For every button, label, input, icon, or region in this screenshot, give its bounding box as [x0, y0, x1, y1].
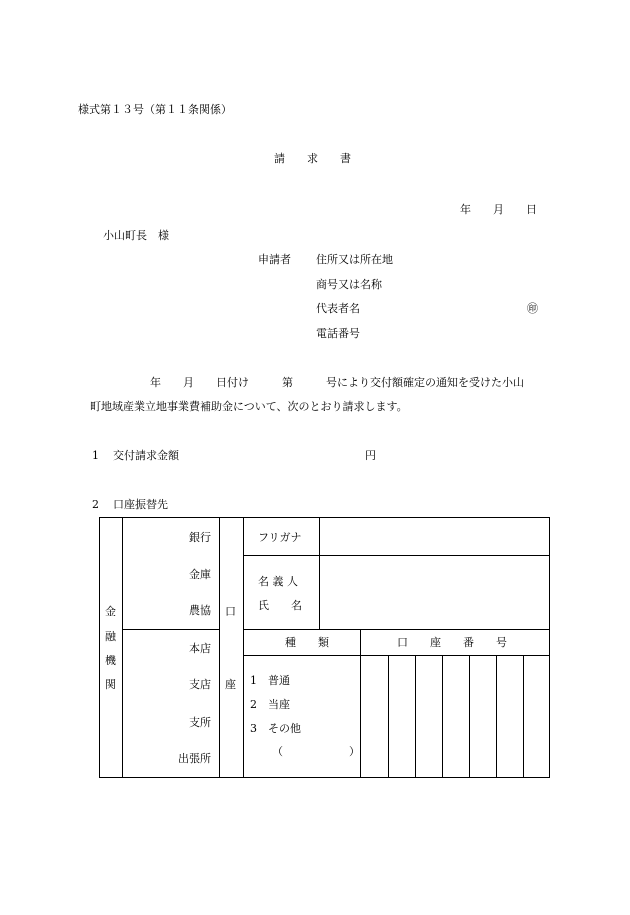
applicant-business-name-label: 商号又は名称: [316, 278, 382, 291]
sub-branch-label: 支所: [189, 716, 211, 729]
section2-number: 2: [92, 498, 99, 511]
agency-label: 出張所: [178, 752, 211, 765]
digit-box-line: [496, 655, 497, 777]
bank-label: 銀行: [189, 531, 211, 544]
applicant-representative-label: 代表者名: [316, 302, 360, 315]
table-line-furigana: [319, 517, 320, 629]
type-header: 種 類: [285, 636, 329, 649]
branch-label: 支店: [189, 678, 211, 691]
digit-box-line: [442, 655, 443, 777]
digit-box-line: [469, 655, 470, 777]
type-option-2: 2 当座: [250, 698, 290, 711]
digit-box-line: [415, 655, 416, 777]
section1-unit: 円: [365, 449, 376, 462]
head-office-label: 本店: [189, 642, 211, 655]
table-line-type: [360, 629, 361, 778]
addressee: 小山町長 様: [103, 229, 169, 242]
table-line-mid: [122, 629, 219, 630]
institution-label-char: 融: [105, 630, 116, 643]
applicant-label: 申請者: [258, 253, 291, 266]
body-line-2: 町地域産業立地事業費補助金について、次のとおり請求します。: [90, 400, 408, 413]
kouza-label-char: 座: [225, 678, 236, 691]
table-border-right: [549, 517, 550, 778]
table-border-bottom: [99, 777, 549, 778]
holder-label-line2: 氏 名: [258, 599, 302, 612]
table-line-header: [243, 655, 549, 656]
date-line: 年 月 日: [460, 203, 537, 216]
page-title: 請 求 書: [274, 152, 351, 165]
institution-label-char: 機: [105, 654, 116, 667]
table-line-mid-right: [243, 629, 549, 630]
seal-mark: ㊞: [527, 302, 538, 315]
table-line-branch: [219, 517, 220, 778]
nokyo-label: 農協: [189, 604, 211, 617]
body-line-1: 年 月 日付け 第 号により交付額確定の通知を受けた小山: [150, 376, 524, 389]
table-line-kouza: [243, 517, 244, 778]
account-number-header: 口 座 番 号: [397, 636, 507, 649]
digit-box-line: [388, 655, 389, 777]
form-id: 様式第１３号（第１１条関係）: [78, 103, 232, 116]
table-border-left: [99, 517, 100, 778]
applicant-phone-label: 電話番号: [316, 327, 360, 340]
institution-label-char: 金: [105, 605, 116, 618]
applicant-address-label: 住所又は所在地: [316, 253, 393, 266]
type-other-paren: （ ）: [272, 745, 360, 758]
kouza-label-char: 口: [225, 605, 236, 618]
section2-label: 口座振替先: [113, 498, 168, 511]
institution-label-char: 関: [105, 678, 116, 691]
digit-box-line: [523, 655, 524, 777]
shinkin-label: 金庫: [189, 568, 211, 581]
table-line-furigana-row: [243, 555, 549, 556]
section1-number: 1: [92, 449, 99, 462]
table-border-top: [99, 517, 549, 518]
table-line-institution: [122, 517, 123, 778]
holder-label-line1: 名 義 人: [258, 575, 298, 588]
type-option-3: 3 その他: [250, 722, 301, 735]
section1-label: 交付請求金額: [113, 449, 179, 462]
furigana-label: フリガナ: [258, 531, 302, 544]
type-option-1: 1 普通: [250, 674, 290, 687]
